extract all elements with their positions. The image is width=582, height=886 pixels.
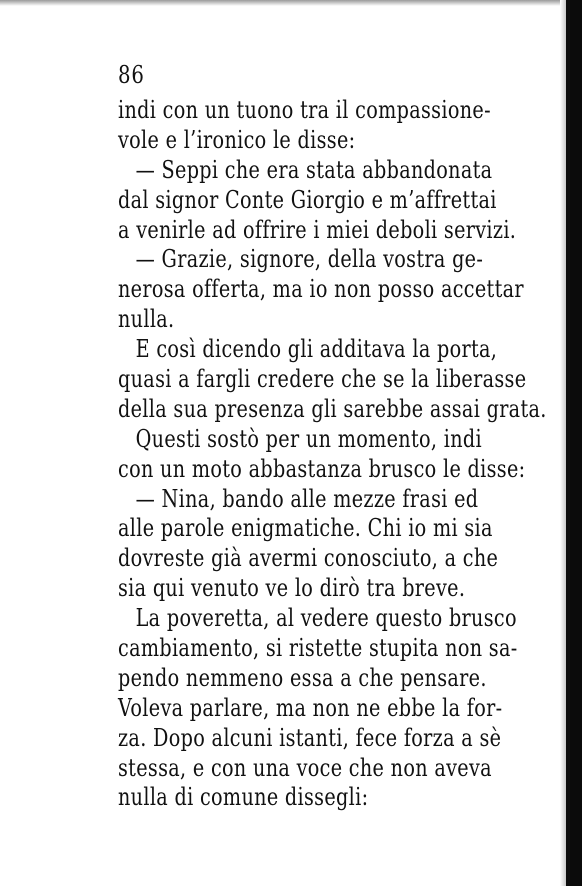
text-line: con un moto abbastanza brusco le disse: <box>118 454 526 483</box>
page-binding-edge <box>566 0 582 886</box>
body-text <box>118 96 550 813</box>
text-line: a venirle ad offrire i miei deboli servizi. <box>118 215 517 244</box>
text-line: E così dicendo gli additava la porta, <box>135 335 498 364</box>
text-line: za. Dopo alcuni istanti, fece forza a sè <box>118 723 502 752</box>
text-line: vole e l’ironico le disse: <box>118 125 356 154</box>
text-line: della sua presenza gli sarebbe assai grata. <box>118 394 547 423</box>
page-top-edge <box>0 0 582 6</box>
text-line: sia qui venuto ve lo dirò tra breve. <box>118 574 466 603</box>
page-number: 86 <box>118 61 145 89</box>
text-line: alle parole enigmatiche. Chi io mi sia <box>118 514 493 543</box>
text-line: Voleva parlare, ma non ne ebbe la for- <box>118 693 503 722</box>
text-line: La poveretta, al vedere questo brusco <box>135 604 517 633</box>
text-line: dovreste già avermi conosciuto, a che <box>118 544 499 573</box>
text-line: indi con un tuono tra il compassione- <box>118 96 491 124</box>
text-line: — Nina, bando alle mezze frasi ed <box>135 484 479 513</box>
text-line: stessa, e con una voce che non aveva <box>118 753 492 782</box>
text-line: cambiamento, si ristette stupita non sa- <box>118 634 518 663</box>
text-line: quasi a fargli credere che se la liberasse <box>118 365 527 394</box>
text-line: nulla. <box>118 305 175 334</box>
text-line: — Grazie, signore, della vostra ge- <box>135 245 484 274</box>
text-line: pendo nemmeno essa a che pensare. <box>118 663 487 692</box>
text-line: nerosa offerta, ma io non posso accettar <box>118 275 524 304</box>
text-line: — Seppi che era stata abbandonata <box>135 155 493 184</box>
text-line: Questi sostò per un momento, indi <box>135 424 482 453</box>
text-line: dal signor Conte Giorgio e m’affrettai <box>118 185 497 214</box>
text-line: nulla di comune dissegli: <box>118 783 369 812</box>
